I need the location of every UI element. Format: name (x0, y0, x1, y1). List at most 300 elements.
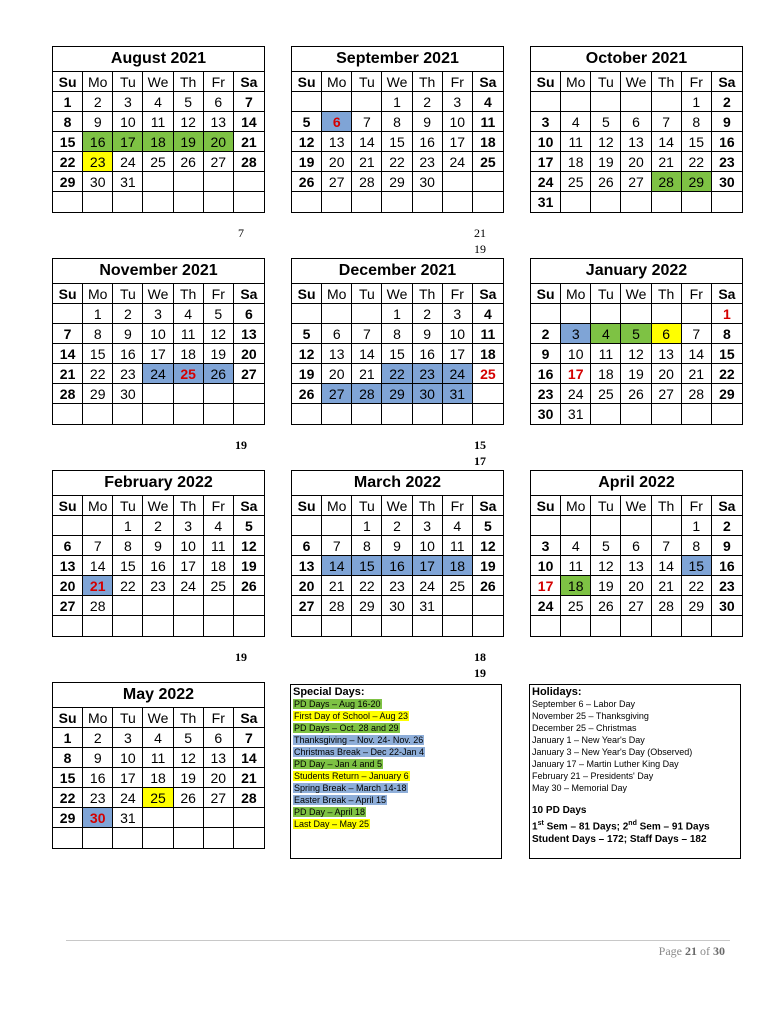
day-cell: 9 (413, 324, 443, 344)
day-cell: 24 (113, 152, 143, 172)
special-days-title: Special Days: (293, 686, 365, 698)
weekday-header: Su (53, 708, 83, 728)
day-cell: 3 (113, 92, 143, 112)
day-cell: 22 (352, 576, 382, 596)
day-cell: 7 (682, 324, 712, 344)
weekday-header: Fr (204, 284, 234, 304)
special-day-text: Spring Break – March 14-18 (294, 783, 407, 793)
day-cell: 26 (174, 152, 204, 172)
weekday-header: Sa (234, 708, 264, 728)
day-cell: 16 (413, 132, 443, 152)
day-cell: 19 (473, 556, 503, 576)
day-cell: 9 (712, 536, 742, 556)
day-cell: 23 (413, 364, 443, 384)
day-cell: 4 (473, 92, 503, 112)
day-cell: 4 (143, 728, 173, 748)
empty-day-cell (143, 172, 173, 192)
weekday-header: Th (413, 72, 443, 92)
day-cell: 14 (53, 344, 83, 364)
month-title: March 2022 (292, 471, 503, 496)
day-cell: 4 (473, 304, 503, 324)
day-cell: 22 (682, 152, 712, 172)
day-cell: 26 (204, 364, 234, 384)
day-cell: 26 (473, 576, 503, 596)
day-cell: 10 (174, 536, 204, 556)
empty-day-cell (174, 192, 204, 212)
empty-day-cell (413, 404, 443, 424)
day-cell: 5 (292, 112, 322, 132)
day-cell: 24 (531, 596, 561, 616)
school-day-count: 21 (474, 226, 486, 240)
weekday-header: Mo (83, 496, 113, 516)
day-cell: 23 (83, 152, 113, 172)
day-cell: 12 (591, 556, 621, 576)
school-day-count: 18 (474, 650, 486, 664)
day-cell: 8 (83, 324, 113, 344)
day-cell: 8 (712, 324, 742, 344)
day-cell: 18 (473, 344, 503, 364)
special-day-text: PD Day – Jan 4 and 5 (294, 759, 383, 769)
day-cell: 7 (652, 112, 682, 132)
day-cell: 20 (652, 364, 682, 384)
day-cell: 22 (682, 576, 712, 596)
day-cell: 2 (143, 516, 173, 536)
empty-day-cell (234, 596, 264, 616)
day-cell: 13 (322, 344, 352, 364)
empty-day-cell (352, 92, 382, 112)
day-cell: 12 (204, 324, 234, 344)
day-cell: 29 (53, 172, 83, 192)
day-cell: 19 (174, 132, 204, 152)
weekday-header: We (143, 708, 173, 728)
day-cell: 25 (473, 152, 503, 172)
weekday-header: Fr (443, 72, 473, 92)
empty-day-cell (561, 304, 591, 324)
weekday-header: Tu (352, 72, 382, 92)
day-cell: 4 (443, 516, 473, 536)
weekday-header: Tu (591, 496, 621, 516)
day-cell: 11 (591, 344, 621, 364)
day-cell: 23 (712, 152, 742, 172)
day-cell: 12 (473, 536, 503, 556)
empty-day-cell (561, 616, 591, 636)
weekday-header: Fr (682, 496, 712, 516)
empty-day-cell (621, 516, 651, 536)
weekday-header: Fr (204, 708, 234, 728)
day-cell: 23 (712, 576, 742, 596)
day-cell: 21 (83, 576, 113, 596)
day-cell: 4 (561, 536, 591, 556)
empty-day-cell (143, 808, 173, 828)
empty-day-cell (621, 192, 651, 212)
day-cell: 26 (292, 384, 322, 404)
day-cell: 27 (292, 596, 322, 616)
day-cell: 23 (143, 576, 173, 596)
day-cell: 25 (473, 364, 503, 384)
day-cell: 14 (682, 344, 712, 364)
day-cell: 3 (531, 112, 561, 132)
empty-day-cell (292, 516, 322, 536)
special-day-item (293, 758, 499, 770)
empty-day-cell (322, 192, 352, 212)
empty-day-cell (143, 384, 173, 404)
day-cell: 19 (204, 344, 234, 364)
day-cell: 9 (83, 748, 113, 768)
day-cell: 1 (382, 92, 412, 112)
empty-day-cell (113, 828, 143, 848)
weekday-header: We (621, 72, 651, 92)
empty-day-cell (143, 192, 173, 212)
day-cell: 13 (652, 344, 682, 364)
day-cell: 16 (143, 556, 173, 576)
empty-day-cell (352, 616, 382, 636)
weekday-header: Th (652, 284, 682, 304)
empty-day-cell (621, 616, 651, 636)
empty-day-cell (53, 304, 83, 324)
day-cell: 16 (83, 132, 113, 152)
day-cell: 25 (591, 384, 621, 404)
special-day-text: Last Day – May 25 (294, 819, 370, 829)
day-cell: 15 (83, 344, 113, 364)
day-cell: 21 (682, 364, 712, 384)
special-day-item (293, 698, 499, 710)
day-cell: 30 (113, 384, 143, 404)
day-cell: 7 (83, 536, 113, 556)
weekday-header: Sa (712, 496, 742, 516)
weekday-header: Sa (234, 72, 264, 92)
weekday-header: Mo (322, 284, 352, 304)
empty-day-cell (652, 304, 682, 324)
day-cell: 24 (174, 576, 204, 596)
empty-day-cell (621, 304, 651, 324)
empty-day-cell (443, 596, 473, 616)
day-cell: 13 (292, 556, 322, 576)
day-cell: 14 (322, 556, 352, 576)
day-cell: 18 (204, 556, 234, 576)
empty-day-cell (53, 828, 83, 848)
special-day-item (293, 806, 499, 818)
day-cell: 30 (413, 172, 443, 192)
day-cell: 1 (83, 304, 113, 324)
empty-day-cell (712, 616, 742, 636)
special-day-text: First Day of School – Aug 23 (294, 711, 409, 721)
weekday-header: Tu (113, 284, 143, 304)
day-cell: 5 (591, 536, 621, 556)
empty-day-cell (83, 516, 113, 536)
day-cell: 6 (204, 92, 234, 112)
empty-day-cell (682, 304, 712, 324)
day-cell: 2 (113, 304, 143, 324)
month-calendar (530, 258, 743, 425)
empty-day-cell (113, 192, 143, 212)
day-cell: 31 (531, 192, 561, 212)
day-cell: 12 (591, 132, 621, 152)
month-calendar (52, 46, 265, 213)
empty-day-cell (234, 808, 264, 828)
weekday-header: Su (292, 284, 322, 304)
weekday-header: Th (652, 496, 682, 516)
day-cell: 23 (531, 384, 561, 404)
day-cell: 28 (234, 152, 264, 172)
day-cell: 24 (443, 364, 473, 384)
empty-day-cell (352, 192, 382, 212)
day-cell: 9 (712, 112, 742, 132)
day-cell: 25 (143, 152, 173, 172)
empty-day-cell (204, 172, 234, 192)
day-cell: 28 (652, 172, 682, 192)
day-cell: 15 (682, 556, 712, 576)
empty-day-cell (322, 616, 352, 636)
day-cell: 12 (621, 344, 651, 364)
day-cell: 2 (531, 324, 561, 344)
day-cell: 2 (382, 516, 412, 536)
month-calendar (52, 258, 265, 425)
empty-day-cell (443, 172, 473, 192)
empty-day-cell (143, 828, 173, 848)
day-cell: 17 (531, 152, 561, 172)
empty-day-cell (413, 192, 443, 212)
day-cell: 6 (53, 536, 83, 556)
day-cell: 10 (413, 536, 443, 556)
day-cell: 23 (413, 152, 443, 172)
weekday-header: We (143, 72, 173, 92)
day-cell: 13 (234, 324, 264, 344)
empty-day-cell (682, 616, 712, 636)
holidays-title: Holidays: (532, 686, 582, 698)
month-title: December 2021 (292, 259, 503, 284)
day-cell: 17 (113, 768, 143, 788)
day-cell: 28 (322, 596, 352, 616)
empty-day-cell (652, 616, 682, 636)
special-day-text: Easter Break – April 15 (294, 795, 387, 805)
day-cell: 21 (652, 576, 682, 596)
day-cell: 20 (322, 364, 352, 384)
special-day-item (293, 710, 499, 722)
holiday-item: January 17 – Martin Luther King Day (532, 759, 679, 769)
special-day-text: Christmas Break – Dec 22-Jan 4 (294, 747, 425, 757)
month-grid (531, 72, 742, 212)
weekday-header: Su (292, 496, 322, 516)
empty-day-cell (83, 404, 113, 424)
day-cell: 13 (322, 132, 352, 152)
day-cell: 8 (113, 536, 143, 556)
day-cell: 18 (473, 132, 503, 152)
day-cell: 17 (413, 556, 443, 576)
empty-day-cell (322, 404, 352, 424)
special-day-item (293, 782, 499, 794)
empty-day-cell (83, 616, 113, 636)
day-cell: 6 (621, 112, 651, 132)
empty-day-cell (712, 404, 742, 424)
day-cell: 24 (561, 384, 591, 404)
day-cell: 9 (113, 324, 143, 344)
special-day-text: PD Days – Aug 16-20 (294, 699, 381, 709)
day-cell: 5 (292, 324, 322, 344)
day-cell: 11 (473, 324, 503, 344)
month-grid (53, 284, 264, 424)
day-cell: 23 (382, 576, 412, 596)
empty-day-cell (143, 404, 173, 424)
day-cell: 15 (53, 768, 83, 788)
day-cell: 6 (204, 728, 234, 748)
empty-day-cell (473, 616, 503, 636)
day-cell: 28 (83, 596, 113, 616)
weekday-header: Su (531, 284, 561, 304)
day-cell: 27 (234, 364, 264, 384)
weekday-header: We (382, 496, 412, 516)
day-cell: 15 (352, 556, 382, 576)
empty-day-cell (561, 516, 591, 536)
empty-day-cell (174, 808, 204, 828)
day-cell: 18 (143, 768, 173, 788)
empty-day-cell (113, 616, 143, 636)
day-cell: 19 (292, 152, 322, 172)
day-cell: 2 (712, 516, 742, 536)
day-cell: 31 (113, 172, 143, 192)
day-cell: 4 (204, 516, 234, 536)
weekday-header: Sa (473, 284, 503, 304)
day-cell: 10 (531, 556, 561, 576)
empty-day-cell (322, 304, 352, 324)
day-cell: 30 (83, 172, 113, 192)
day-cell: 31 (443, 384, 473, 404)
weekday-header: Sa (473, 496, 503, 516)
day-cell: 29 (83, 384, 113, 404)
empty-day-cell (712, 192, 742, 212)
day-cell: 19 (591, 576, 621, 596)
semester-days: 1st Sem – 81 Days; 2nd Sem – 91 Days (532, 820, 710, 833)
day-cell: 7 (234, 728, 264, 748)
special-day-item (293, 770, 499, 782)
month-grid (292, 72, 503, 212)
special-day-text: PD Days – Oct. 28 and 29 (294, 723, 399, 733)
weekday-header: Tu (591, 284, 621, 304)
month-grid (292, 284, 503, 424)
empty-day-cell (204, 808, 234, 828)
empty-day-cell (531, 616, 561, 636)
special-day-text: PD Day – April 18 (294, 807, 366, 817)
day-cell: 13 (621, 556, 651, 576)
day-cell: 18 (591, 364, 621, 384)
special-day-text: Thanksgiving – Nov. 24- Nov. 26 (294, 735, 424, 745)
empty-day-cell (591, 616, 621, 636)
day-cell: 31 (413, 596, 443, 616)
day-cell: 14 (652, 132, 682, 152)
empty-day-cell (234, 172, 264, 192)
empty-day-cell (443, 616, 473, 636)
month-grid (531, 284, 742, 424)
student-staff-days: Student Days – 172; Staff Days – 182 (532, 834, 707, 846)
empty-day-cell (53, 516, 83, 536)
empty-day-cell (591, 92, 621, 112)
school-day-count: 19 (235, 650, 247, 664)
day-cell: 27 (322, 384, 352, 404)
holiday-item: September 6 – Labor Day (532, 699, 636, 709)
empty-day-cell (174, 172, 204, 192)
day-cell: 10 (113, 748, 143, 768)
month-grid (53, 496, 264, 636)
month-calendar (530, 470, 743, 637)
day-cell: 29 (53, 808, 83, 828)
day-cell: 29 (382, 172, 412, 192)
day-cell: 19 (292, 364, 322, 384)
day-cell: 14 (234, 112, 264, 132)
day-cell: 15 (53, 132, 83, 152)
month-title: October 2021 (531, 47, 742, 72)
empty-day-cell (652, 404, 682, 424)
day-cell: 12 (174, 112, 204, 132)
day-cell: 18 (561, 152, 591, 172)
day-cell: 31 (561, 404, 591, 424)
special-day-item (293, 794, 499, 806)
empty-day-cell (53, 404, 83, 424)
day-cell: 2 (83, 92, 113, 112)
month-title: September 2021 (292, 47, 503, 72)
special-day-item (293, 722, 499, 734)
day-cell: 15 (382, 344, 412, 364)
month-calendar (530, 46, 743, 213)
day-cell: 1 (53, 92, 83, 112)
day-cell: 27 (204, 152, 234, 172)
day-cell: 17 (561, 364, 591, 384)
day-cell: 28 (352, 172, 382, 192)
weekday-header: Fr (204, 496, 234, 516)
day-cell: 30 (712, 172, 742, 192)
day-cell: 13 (53, 556, 83, 576)
day-cell: 10 (443, 112, 473, 132)
day-cell: 13 (204, 748, 234, 768)
day-cell: 4 (143, 92, 173, 112)
holidays-box (529, 684, 741, 859)
day-cell: 25 (561, 596, 591, 616)
empty-day-cell (174, 384, 204, 404)
weekday-header: We (382, 284, 412, 304)
day-cell: 5 (204, 304, 234, 324)
empty-day-cell (113, 596, 143, 616)
weekday-header: We (621, 284, 651, 304)
empty-day-cell (174, 828, 204, 848)
day-cell: 20 (322, 152, 352, 172)
day-cell: 9 (382, 536, 412, 556)
weekday-header: Mo (83, 72, 113, 92)
day-cell: 20 (234, 344, 264, 364)
day-cell: 20 (621, 576, 651, 596)
empty-day-cell (292, 404, 322, 424)
day-cell: 17 (443, 344, 473, 364)
day-cell: 7 (322, 536, 352, 556)
weekday-header: Mo (561, 72, 591, 92)
empty-day-cell (234, 404, 264, 424)
weekday-header: Tu (352, 284, 382, 304)
day-cell: 12 (234, 536, 264, 556)
weekday-header: Sa (234, 284, 264, 304)
weekday-header: We (143, 284, 173, 304)
day-cell: 25 (143, 788, 173, 808)
day-cell: 19 (621, 364, 651, 384)
day-cell: 16 (83, 768, 113, 788)
day-cell: 8 (682, 536, 712, 556)
empty-day-cell (292, 92, 322, 112)
day-cell: 18 (561, 576, 591, 596)
day-cell: 9 (83, 112, 113, 132)
day-cell: 21 (352, 364, 382, 384)
weekday-header: Su (531, 496, 561, 516)
day-cell: 25 (561, 172, 591, 192)
day-cell: 15 (712, 344, 742, 364)
day-cell: 16 (382, 556, 412, 576)
day-cell: 30 (531, 404, 561, 424)
school-day-count: 15 (474, 438, 486, 452)
